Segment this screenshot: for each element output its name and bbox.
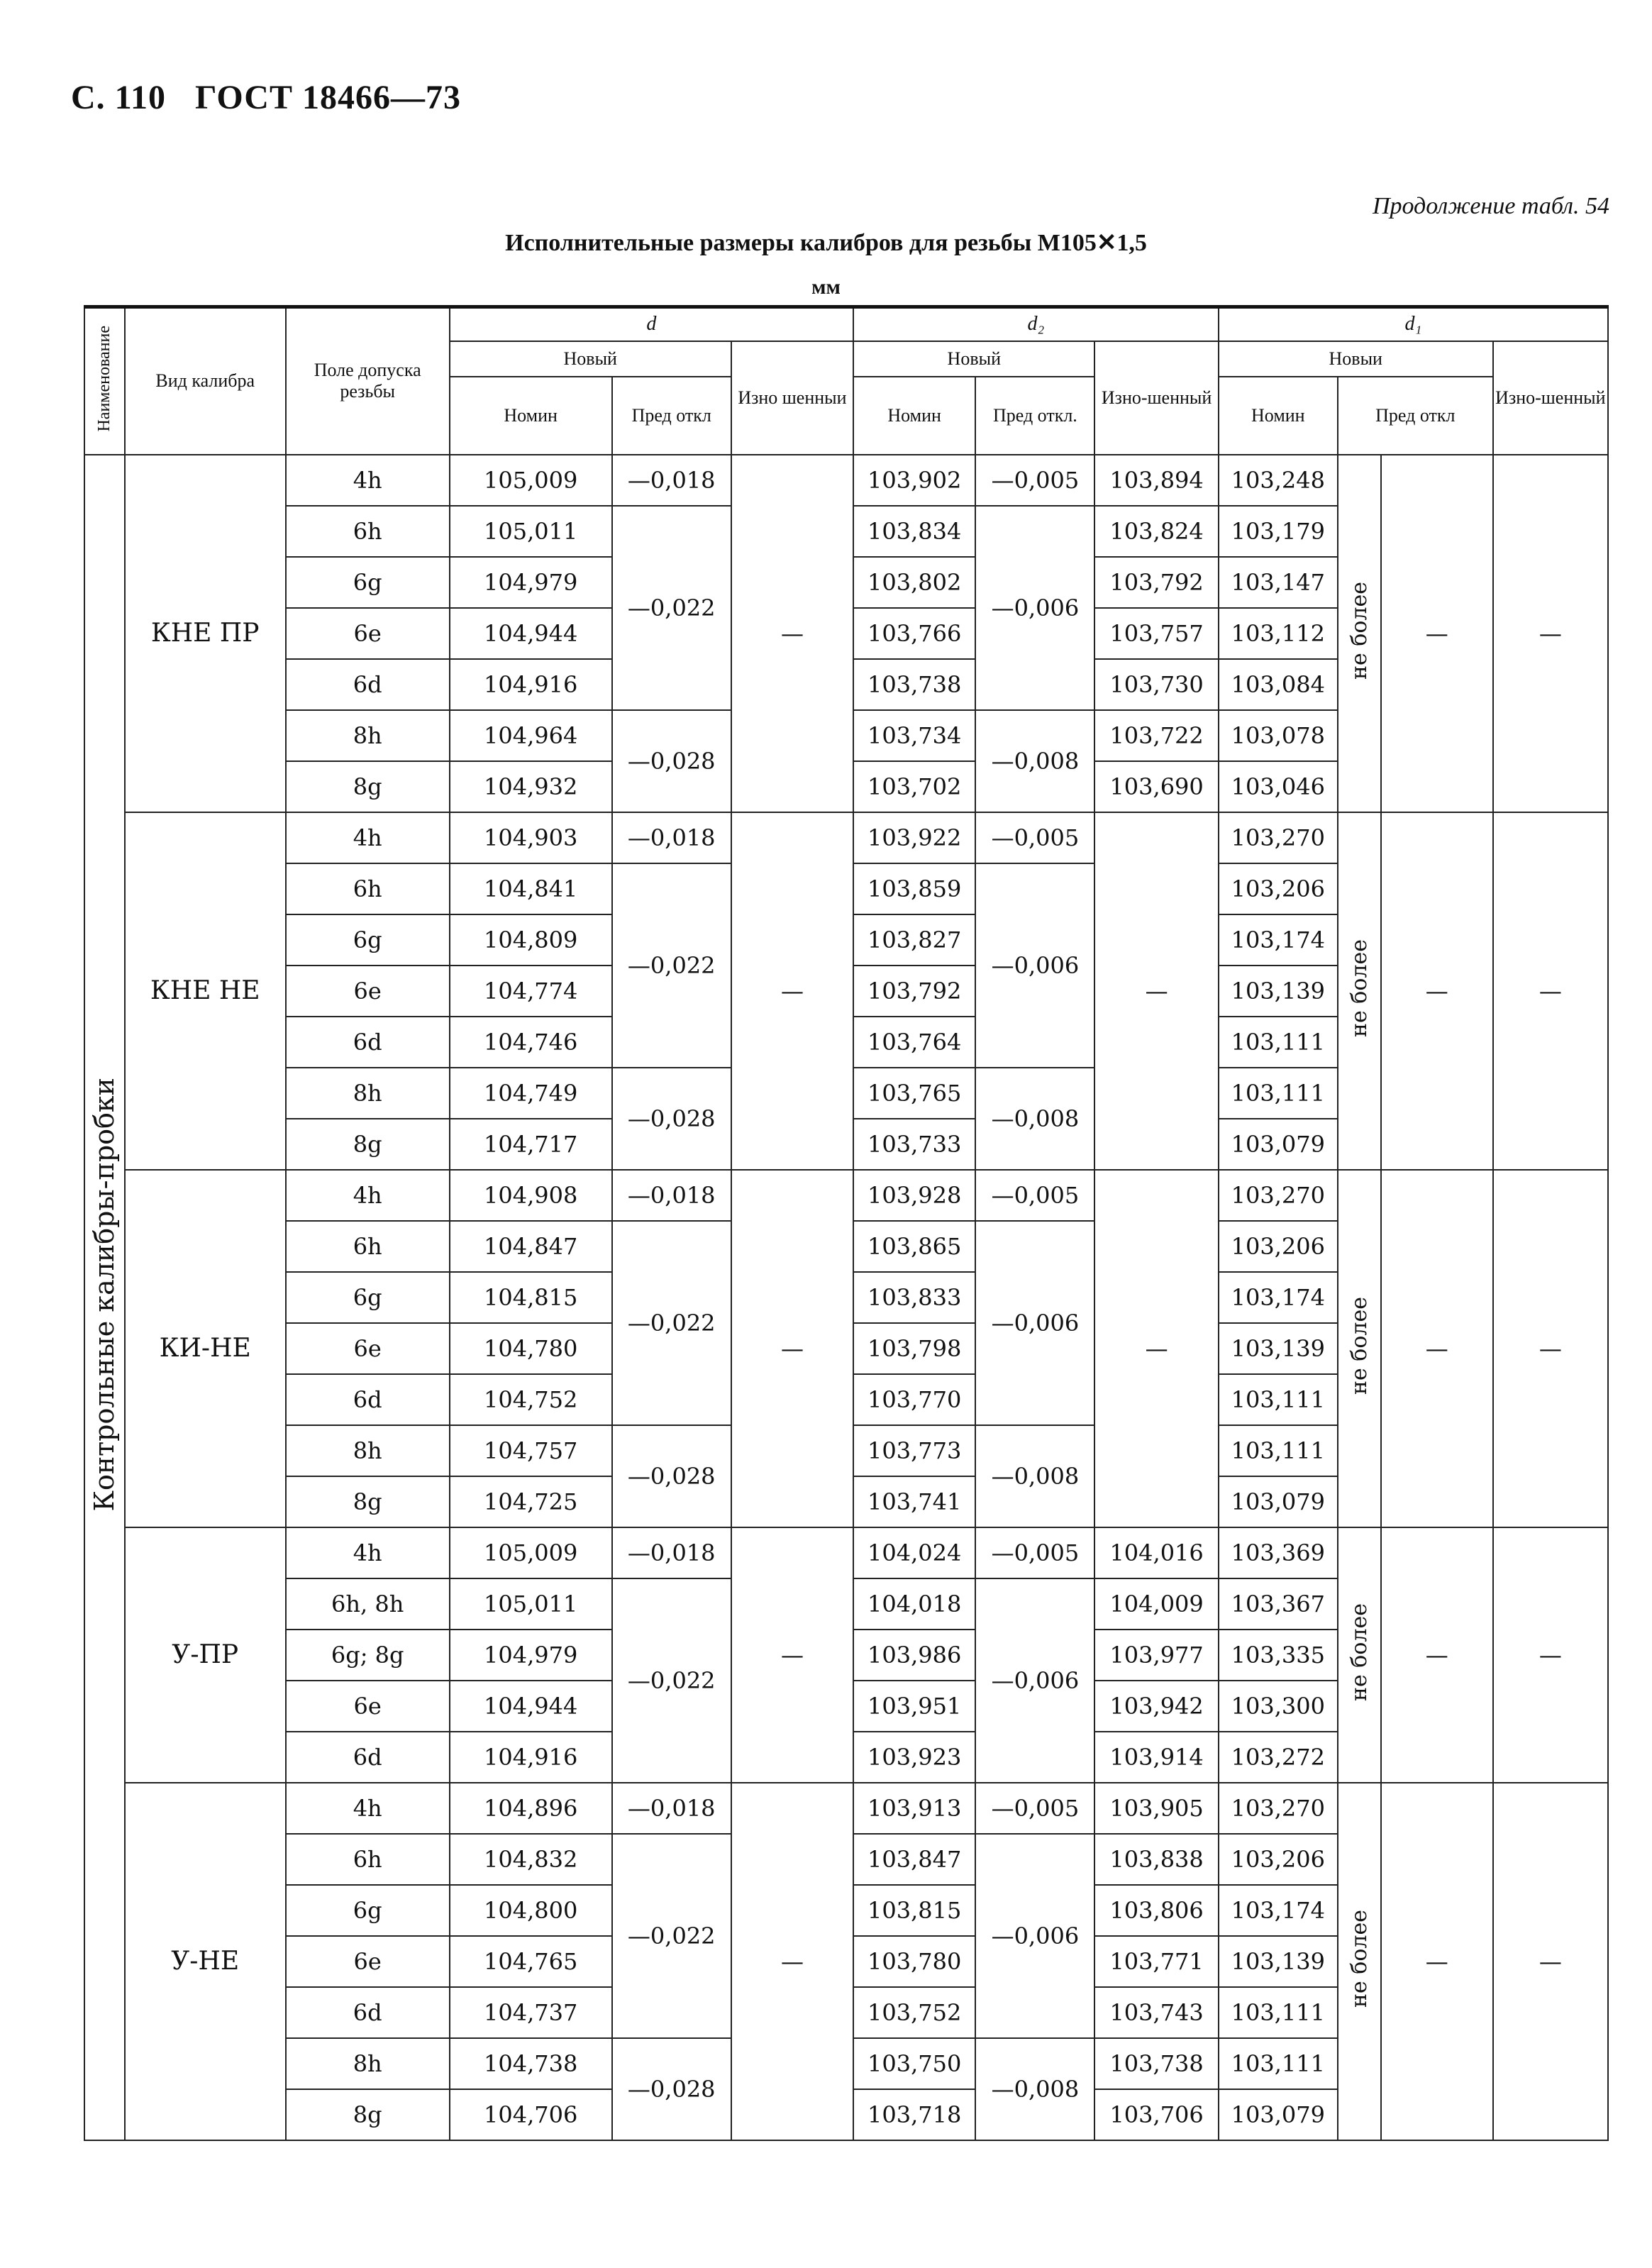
d2-worn-cell: 103,771 [1094,1936,1218,1987]
d1-nominal-cell: 103,084 [1219,659,1338,710]
d-deviation-cell: —0,018 [612,455,731,506]
tolerance-field-cell: 8h [286,2038,450,2089]
gauge-type-cell: КНЕ ПР [125,455,286,812]
d2-worn-cell: 103,792 [1094,557,1218,608]
not-more-cell: не более [1338,1170,1381,1527]
d2-nominal-cell: 103,766 [853,608,975,659]
tolerance-field-cell: 8g [286,1119,450,1170]
d2-nominal-cell: 103,798 [853,1323,975,1374]
d2-nominal-cell: 103,764 [853,1017,975,1068]
d-nominal-cell: 104,749 [450,1068,612,1119]
tolerance-field-cell: 8h [286,710,450,761]
d2-nominal-cell: 103,827 [853,914,975,966]
d-deviation-cell: —0,018 [612,812,731,863]
d1-worn-cell: — [1493,1783,1608,2140]
unit-label: мм [811,275,841,299]
d1-nominal-cell: 103,248 [1219,455,1338,506]
d1-worn-cell: — [1493,812,1608,1170]
d-nominal-cell: 104,706 [450,2089,612,2140]
d-nominal-cell: 104,944 [450,608,612,659]
d-nominal-cell: 104,832 [450,1834,612,1885]
d2-nominal-cell: 103,922 [853,812,975,863]
d1-nominal-cell: 103,079 [1219,2089,1338,2140]
tolerance-field-cell: 6d [286,1374,450,1425]
d2-nominal-header: Номин [853,377,975,455]
d2-nominal-cell: 103,833 [853,1272,975,1323]
d-deviation-cell: —0,028 [612,710,731,812]
d2-nominal-cell: 103,902 [853,455,975,506]
tolerance-field-cell: 6h [286,863,450,914]
d2-worn-cell: 104,009 [1094,1578,1218,1630]
d2-deviation-cell: —0,006 [975,1578,1094,1783]
d1-nominal-cell: 103,174 [1219,914,1338,966]
d2-worn-cell: 103,706 [1094,2089,1218,2140]
d2-worn-cell: 103,757 [1094,608,1218,659]
d-nominal-cell: 104,908 [450,1170,612,1221]
d1-worn-cell: — [1493,1170,1608,1527]
d-deviation-cell: —0,022 [612,506,731,710]
d2-nominal-cell: 103,741 [853,1476,975,1527]
d-nominal-cell: 104,903 [450,812,612,863]
d2-new-header: Новый [853,341,1094,377]
d2-nominal-cell: 103,734 [853,710,975,761]
d2-worn-cell: 103,894 [1094,455,1218,506]
d-deviation-cell: —0,018 [612,1783,731,1834]
d2-nominal-cell: 103,928 [853,1170,975,1221]
d2-deviation-cell: —0,005 [975,1527,1094,1578]
d2-nominal-cell: 103,986 [853,1630,975,1681]
d2-worn-cell: 103,743 [1094,1987,1218,2038]
d-nominal-cell: 104,780 [450,1323,612,1374]
tolerance-field-cell: 6g [286,557,450,608]
tolerance-field-cell: 8h [286,1068,450,1119]
d2-deviation-cell: —0,005 [975,1170,1094,1221]
d1-nominal-cell: 103,046 [1219,761,1338,812]
d-nominal-cell: 104,757 [450,1425,612,1476]
d2-deviation-header: Пред откл. [975,377,1094,455]
d1-nominal-cell: 103,111 [1219,1068,1338,1119]
d1-deviation-extra-cell: — [1381,812,1493,1170]
d-deviation-cell: —0,018 [612,1170,731,1221]
tolerance-field-cell: 6e [286,1681,450,1732]
not-more-cell: не более [1338,812,1381,1170]
d2-nominal-cell: 103,738 [853,659,975,710]
d1-nominal-cell: 103,270 [1219,1170,1338,1221]
table-row [84,455,1608,506]
d2-nominal-cell: 103,865 [853,1221,975,1272]
d2-worn-cell: 103,690 [1094,761,1218,812]
d2-header: d₂ [853,307,1219,341]
d1-header: d₁ [1219,307,1608,341]
d-header: d [450,307,853,341]
d2-deviation-cell: —0,006 [975,1834,1094,2038]
d-nominal-cell: 104,717 [450,1119,612,1170]
d1-nominal-cell: 103,111 [1219,1374,1338,1425]
tolerance-field-cell: 6g [286,914,450,966]
d-nominal-cell: 104,932 [450,761,612,812]
page-number: С. 110 [71,79,167,116]
d1-nominal-cell: 103,206 [1219,863,1338,914]
d2-nominal-cell: 103,923 [853,1732,975,1783]
tolerance-field-cell: 6d [286,1017,450,1068]
d1-nominal-cell: 103,369 [1219,1527,1338,1578]
d2-nominal-cell: 104,024 [853,1527,975,1578]
d-nominal-cell: 104,847 [450,1221,612,1272]
d-deviation-cell: —0,028 [612,1425,731,1527]
d1-nominal-cell: 103,300 [1219,1681,1338,1732]
table-head [84,307,1608,455]
d-nominal-header: Номин [450,377,612,455]
d1-nominal-cell: 103,270 [1219,1783,1338,1834]
d1-deviation-extra-cell: — [1381,1170,1493,1527]
d-worn-cell: — [731,1527,853,1783]
tolerance-field-cell: 6g; 8g [286,1630,450,1681]
d-nominal-cell: 105,009 [450,455,612,506]
tolerance-field-cell: 6e [286,608,450,659]
d2-nominal-cell: 103,752 [853,1987,975,2038]
d2-worn-cell: 104,016 [1094,1527,1218,1578]
d2-worn-cell: 103,914 [1094,1732,1218,1783]
d-nominal-cell: 104,765 [450,1936,612,1987]
d-nominal-cell: 104,737 [450,1987,612,2038]
d-nominal-cell: 104,815 [450,1272,612,1323]
gauge-type-header: Вид калибра [125,307,286,455]
d1-nominal-cell: 103,139 [1219,1323,1338,1374]
d-nominal-cell: 104,916 [450,1732,612,1783]
d2-nominal-cell: 103,859 [853,863,975,914]
name-column-header: Наименование [84,307,125,455]
d-worn-cell: — [731,455,853,812]
d2-deviation-cell: —0,005 [975,812,1094,863]
tolerance-field-cell: 4h [286,1783,450,1834]
d1-nominal-cell: 103,111 [1219,1987,1338,2038]
d1-deviation-header: Пред откл [1338,377,1493,455]
d2-nominal-cell: 104,018 [853,1578,975,1630]
page-header [71,78,481,117]
d2-nominal-cell: 103,733 [853,1119,975,1170]
tolerance-field-cell: 6h, 8h [286,1578,450,1630]
tolerance-field-cell: 6e [286,1323,450,1374]
d-worn-cell: — [731,1170,853,1527]
tolerance-field-cell: 6h [286,506,450,557]
d1-deviation-extra-cell: — [1381,1783,1493,2140]
d-nominal-cell: 105,011 [450,506,612,557]
d1-nominal-cell: 103,206 [1219,1834,1338,1885]
d-nominal-cell: 104,738 [450,2038,612,2089]
tolerance-field-cell: 6d [286,1732,450,1783]
d1-nominal-cell: 103,139 [1219,1936,1338,1987]
tolerance-field-cell: 6d [286,659,450,710]
tolerance-field-cell: 6e [286,1936,450,1987]
tolerance-field-cell: 6e [286,966,450,1017]
d-worn-header: Изно шенныи [731,341,853,455]
d2-nominal-cell: 103,913 [853,1783,975,1834]
d2-worn-cell: — [1094,1170,1218,1527]
d2-nominal-cell: 103,792 [853,966,975,1017]
gauge-dimensions-table [84,305,1609,2141]
tolerance-field-cell: 4h [286,1527,450,1578]
gauge-type-cell: У-НЕ [125,1783,286,2140]
d1-nominal-cell: 103,174 [1219,1885,1338,1936]
d-nominal-cell: 104,809 [450,914,612,966]
d1-deviation-extra-cell: — [1381,1527,1493,1783]
d1-nominal-cell: 103,079 [1219,1476,1338,1527]
d2-worn-cell: 103,905 [1094,1783,1218,1834]
table-body [84,455,1608,2140]
d2-deviation-cell: —0,005 [975,1783,1094,1834]
d-nominal-cell: 104,979 [450,1630,612,1681]
d-worn-cell: — [731,812,853,1170]
d2-deviation-cell: —0,008 [975,710,1094,812]
table-continuation: Продолжение табл. 54 [1372,193,1609,219]
d-new-header: Новый [450,341,731,377]
standard-code: ГОСТ 18466—73 [195,79,461,116]
d1-worn-header: Изно-шенный [1493,341,1608,455]
d2-nominal-cell: 103,780 [853,1936,975,1987]
d2-nominal-cell: 103,815 [853,1885,975,1936]
d-deviation-cell: —0,022 [612,1834,731,2038]
d-deviation-cell: —0,018 [612,1527,731,1578]
d1-nominal-header: Номин [1219,377,1338,455]
d1-nominal-cell: 103,335 [1219,1630,1338,1681]
d2-deviation-cell: —0,006 [975,863,1094,1068]
tolerance-field-cell: 6h [286,1834,450,1885]
d1-nominal-cell: 103,367 [1219,1578,1338,1630]
d1-nominal-cell: 103,079 [1219,1119,1338,1170]
d2-deviation-cell: —0,008 [975,1425,1094,1527]
d1-worn-cell: — [1493,1527,1608,1783]
tolerance-field-cell: 4h [286,812,450,863]
tolerance-field-cell: 6d [286,1987,450,2038]
d2-worn-cell: 103,824 [1094,506,1218,557]
d2-nominal-cell: 103,702 [853,761,975,812]
d2-worn-cell: 103,738 [1094,2038,1218,2089]
d1-deviation-extra-cell: — [1381,455,1493,812]
d-deviation-header: Пред откл [612,377,731,455]
tolerance-field-cell: 6h [286,1221,450,1272]
d1-nominal-cell: 103,174 [1219,1272,1338,1323]
d1-worn-cell: — [1493,455,1608,812]
tolerance-field-cell: 8g [286,2089,450,2140]
tolerance-field-cell: 4h [286,1170,450,1221]
d2-worn-cell: 103,942 [1094,1681,1218,1732]
d2-worn-header: Изно-шенный [1094,341,1218,455]
not-more-cell: не более [1338,1527,1381,1783]
d-nominal-cell: 104,725 [450,1476,612,1527]
d-nominal-cell: 104,979 [450,557,612,608]
tolerance-field-cell: 6g [286,1885,450,1936]
table-row [84,1170,1608,1221]
table-title: Исполнительные размеры калибров для резьбы М105✕1,5 [505,230,1147,256]
d1-nominal-cell: 103,179 [1219,506,1338,557]
d-deviation-cell: —0,022 [612,863,731,1068]
d1-nominal-cell: 103,111 [1219,1017,1338,1068]
d2-nominal-cell: 103,750 [853,2038,975,2089]
d2-nominal-cell: 103,847 [853,1834,975,1885]
d-nominal-cell: 104,841 [450,863,612,914]
d-nominal-cell: 104,916 [450,659,612,710]
d1-nominal-cell: 103,270 [1219,812,1338,863]
d-worn-cell: — [731,1783,853,2140]
d2-worn-cell: 103,977 [1094,1630,1218,1681]
d2-deviation-cell: —0,005 [975,455,1094,506]
tolerance-field-cell: 8h [286,1425,450,1476]
d2-deviation-cell: —0,008 [975,1068,1094,1170]
d-deviation-cell: —0,022 [612,1578,731,1783]
d-nominal-cell: 104,800 [450,1885,612,1936]
d2-worn-cell: 103,730 [1094,659,1218,710]
table-row [84,1783,1608,1834]
gauge-type-cell: У-ПР [125,1527,286,1783]
d-deviation-cell: —0,022 [612,1221,731,1425]
d1-new-header: Новыи [1219,341,1493,377]
d2-nominal-cell: 103,770 [853,1374,975,1425]
d2-worn-cell: 103,806 [1094,1885,1218,1936]
tolerance-field-cell: 6g [286,1272,450,1323]
d2-nominal-cell: 103,718 [853,2089,975,2140]
d2-deviation-cell: —0,006 [975,506,1094,710]
d-nominal-cell: 104,896 [450,1783,612,1834]
tolerance-field-cell: 4h [286,455,450,506]
tolerance-field-header: Поле допуска резьбы [286,307,450,455]
d-nominal-cell: 104,774 [450,966,612,1017]
d1-nominal-cell: 103,078 [1219,710,1338,761]
d1-nominal-cell: 103,111 [1219,2038,1338,2089]
d-deviation-cell: —0,028 [612,2038,731,2140]
d2-nominal-cell: 103,773 [853,1425,975,1476]
d1-nominal-cell: 103,147 [1219,557,1338,608]
d1-nominal-cell: 103,206 [1219,1221,1338,1272]
table-row [84,1527,1608,1578]
d-deviation-cell: —0,028 [612,1068,731,1170]
gauge-type-cell: КИ-НЕ [125,1170,286,1527]
not-more-cell: не более [1338,455,1381,812]
d-nominal-cell: 104,752 [450,1374,612,1425]
d1-nominal-cell: 103,139 [1219,966,1338,1017]
gauge-group-label: Контрольные калибры-пробки [84,455,125,2140]
d1-nominal-cell: 103,272 [1219,1732,1338,1783]
d1-nominal-cell: 103,111 [1219,1425,1338,1476]
table-row [84,812,1608,863]
d2-nominal-cell: 103,951 [853,1681,975,1732]
tolerance-field-cell: 8g [286,1476,450,1527]
d2-nominal-cell: 103,802 [853,557,975,608]
d2-deviation-cell: —0,006 [975,1221,1094,1425]
d2-worn-cell: 103,722 [1094,710,1218,761]
not-more-cell: не более [1338,1783,1381,2140]
d2-worn-cell: 103,838 [1094,1834,1218,1885]
tolerance-field-cell: 8g [286,761,450,812]
d2-nominal-cell: 103,834 [853,506,975,557]
d-nominal-cell: 104,964 [450,710,612,761]
d-nominal-cell: 105,011 [450,1578,612,1630]
d-nominal-cell: 104,746 [450,1017,612,1068]
d1-nominal-cell: 103,112 [1219,608,1338,659]
d-nominal-cell: 104,944 [450,1681,612,1732]
d2-nominal-cell: 103,765 [853,1068,975,1119]
gauge-type-cell: КНЕ НЕ [125,812,286,1170]
d-nominal-cell: 105,009 [450,1527,612,1578]
d2-worn-cell: — [1094,812,1218,1170]
d2-deviation-cell: —0,008 [975,2038,1094,2140]
